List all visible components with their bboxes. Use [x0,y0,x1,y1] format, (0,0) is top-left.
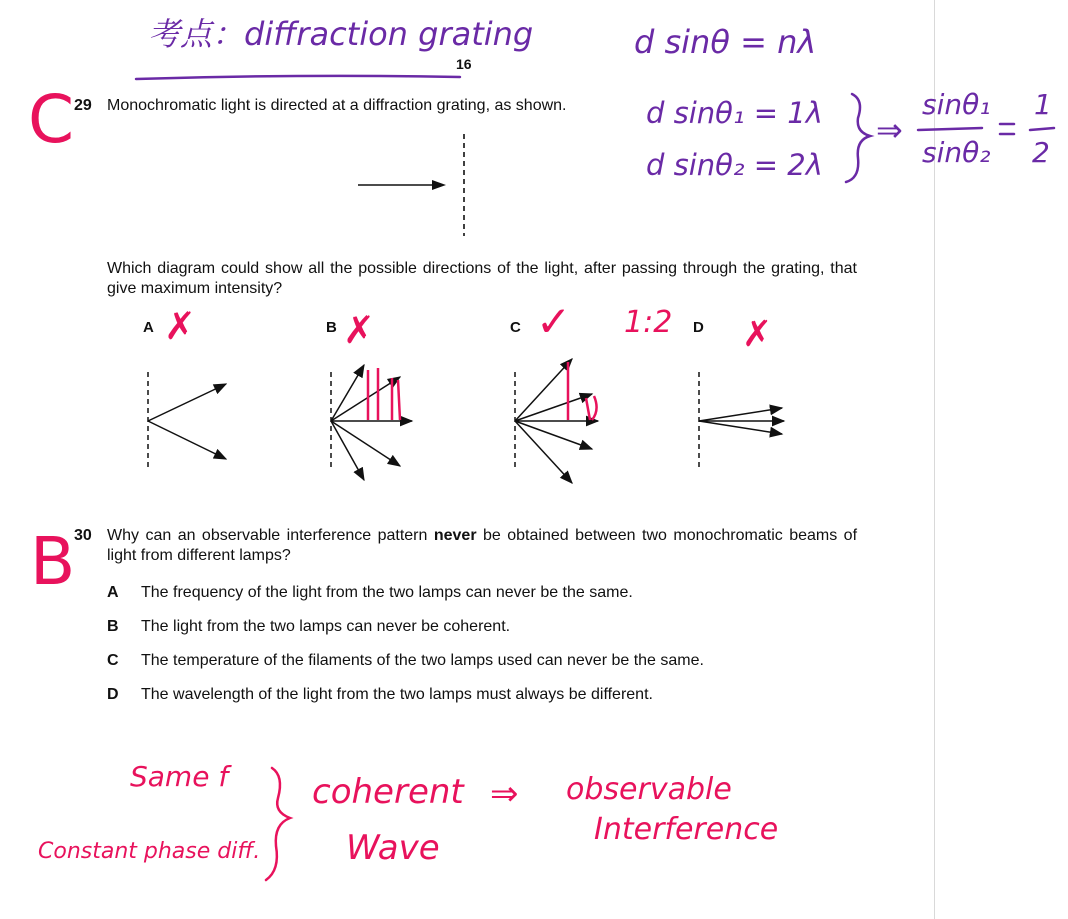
page-number: 16 [456,56,472,72]
mark-option-c: ✓ [536,297,572,346]
question-30-stem-before: Why can an observable interference pattern [107,527,434,544]
mark-option-b: ✗ [343,308,375,352]
annotation-equation-general: d sinθ = nλ [634,23,817,61]
annotation-ratio-value-denominator: 2 [1032,136,1050,169]
q30-option-c-letter: C [107,652,119,669]
annotation-ratio-value-numerator: 1 [1034,88,1052,121]
question-30-stem-bold: never [433,527,477,544]
note-coherent: coherent [312,772,464,812]
annotation-equation-first-order: d sinθ₁ = 1λ [646,96,823,130]
mark-option-a: ✗ [164,304,196,348]
annotation-ratio-numerator: sinθ₁ [922,88,991,121]
q30-option-a-letter: A [107,584,119,601]
note-interference: Interference [594,812,779,847]
note-constant-phase: Constant phase diff. [38,839,261,864]
annotation-ratio-denominator: sinθ₂ [922,136,991,169]
question-29-prompt: Which diagram could show all the possible directions of the light, after passing through the grating, that give maximum intensity? [107,260,857,297]
q30-option-b-text: The light from the two lamps can never be coherent. [141,618,511,635]
note-wave: Wave [346,828,440,868]
q30-option-d-letter: D [107,686,119,703]
question-29-stem: Monochromatic light is directed at a diffraction grating, as shown. [107,97,567,114]
question-30-stem-after: be obtained between two monochromatic beams of light from different lamps? [107,527,858,564]
question-30-number: 30 [74,527,92,544]
answer-mark-q30: B [30,523,76,600]
q29-option-c-label: C [510,319,521,336]
q30-option-b-letter: B [107,618,119,635]
note-same-frequency: Same f [130,760,229,793]
answer-mark-q29: C [28,81,75,158]
q29-option-b-label: B [326,319,337,336]
q29-option-a-label: A [143,319,154,336]
annotation-ratio-arrow: ⇒ [876,111,903,149]
annotation-equation-second-order: d sinθ₂ = 2λ [646,148,823,182]
handwritten-title: 考点：diffraction grating [148,15,534,53]
annotation-ratio-note: 1:2 [624,305,673,340]
q30-option-a-text: The frequency of the light from the two lamps can never be the same. [141,584,633,601]
mark-option-d: ✗ [742,314,773,355]
question-29-number: 29 [74,97,92,114]
q30-option-d-text: The wavelength of the light from the two lamps must always be different. [141,686,653,703]
q29-option-d-label: D [693,319,704,336]
q30-option-c-text: The temperature of the filaments of the two lamps used can never be the same. [141,652,704,669]
note-implies-arrow: ⇒ [490,774,519,814]
note-observable: observable [566,772,732,807]
